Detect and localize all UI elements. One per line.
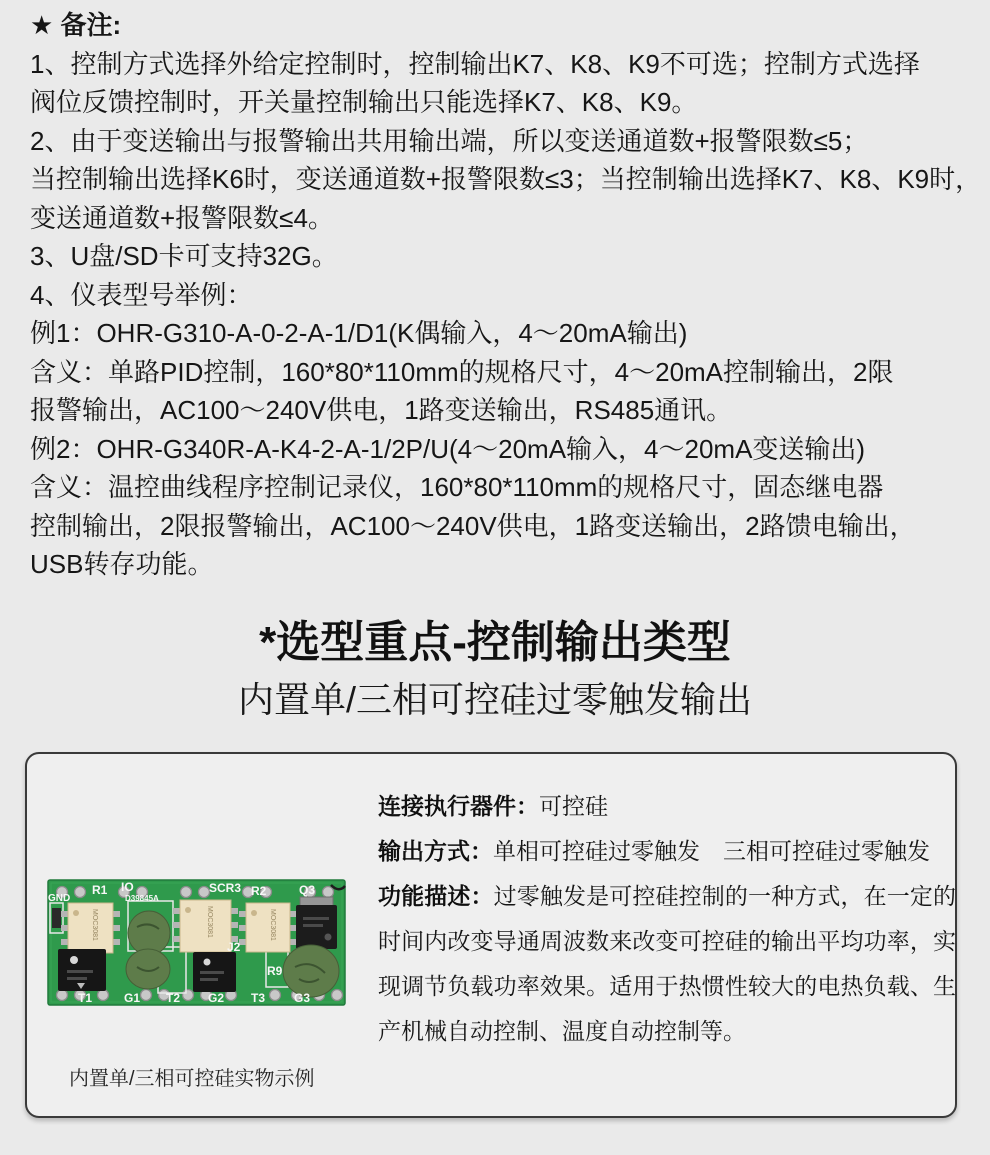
thyristor-output-panel [25, 752, 957, 1118]
label-g3: G3 [294, 990, 311, 1005]
spec-output-mode [378, 829, 956, 874]
label-code: D39845A [125, 893, 159, 903]
gnd-terminal [52, 908, 61, 928]
note-line: 2、由于变送输出与报警输出共用输出端，所以变送通道数+报警限数≤5； [30, 125, 869, 156]
section-subtitle: 内置单/三相可控硅过零触发输出 [237, 678, 752, 720]
note-line: 阀位反馈控制时，开关量控制输出只能选择K7、K8、K9。 [30, 87, 698, 117]
label-scr3: SCR3 [209, 880, 242, 895]
spec-function-desc-value: 过零触发是可控硅控制的一种方式，在一定的时间内改变导通周波数来改变可控硅的输出平均功率，实现调节负载功率效果。适用于热惯性较大的电热负载、生产机械自动控制、温度自动控制等。 [378, 882, 956, 1044]
note-line: 例1：OHR-G310-A-0-2-A-1/D1(K偶输入，4～20mA输出) [30, 318, 688, 348]
label-r2: R2 [251, 883, 267, 898]
label-t1: T1 [78, 990, 93, 1005]
label-t3: T3 [251, 990, 266, 1005]
note-line: 含义：单路PID控制，160*80*110mm的规格尺寸，4～20mA控制输出，2限 [30, 356, 894, 387]
triac-package-2 [193, 952, 236, 992]
pcb-caption: 内置单/三相可控硅实物示例 [69, 1067, 315, 1090]
note-line: 1、控制方式选择外给定控制时，控制输出K7、K8、K9不可选；控制方式选择 [30, 48, 920, 79]
note-line: 控制输出，2限报警输出，AC100～240V供电，1路变送输出，2路馈电输出， [30, 510, 916, 541]
notes-header: ★ 备注: [30, 10, 122, 40]
spec-list [378, 784, 956, 1054]
pcb-photo [47, 875, 347, 1011]
spec-function-desc [378, 874, 956, 1054]
note-line: 当控制输出选择K6时，变送通道数+报警限数≤3；当控制输出选择K7、K8、K9时， [30, 164, 982, 194]
note-line: 变送通道数+报警限数≤4。 [30, 202, 334, 233]
note-line: 3、U盘/SD卡可支持32G。 [30, 241, 338, 271]
label-gnd: GND [48, 892, 71, 904]
pcb-board-illustration [47, 875, 347, 1011]
label-g2: G2 [208, 990, 225, 1005]
label-j2: J2 [227, 939, 241, 954]
spec-output-mode-label: 输出方式： [378, 837, 493, 864]
label-r9: R9 [267, 963, 283, 978]
optocoupler-chip-1 [61, 903, 120, 953]
note-line: USB转存功能。 [30, 549, 214, 579]
note-line: 4、仪表型号举例： [30, 279, 253, 310]
transistor-package-q3 [296, 897, 337, 949]
spec-output-mode-value: 单相可控硅过零触发 三相可控硅过零触发 [493, 837, 930, 864]
spec-function-desc-label: 功能描述： [378, 882, 494, 909]
chip-part-number: MOC3081 [206, 905, 213, 938]
label-g1: G1 [124, 990, 141, 1005]
spec-actuator-label: 连接执行器件： [378, 792, 539, 819]
spec-actuator [378, 784, 956, 829]
section-title: *选型重点-控制输出类型 [259, 617, 731, 667]
label-r1: R1 [92, 882, 108, 897]
label-io: IO [121, 879, 134, 894]
chip-part-number: MOC3081 [91, 908, 98, 941]
label-q3: Q3 [299, 882, 316, 897]
spec-actuator-value: 可控硅 [539, 792, 608, 819]
chip-part-number: MOC3081 [269, 908, 276, 941]
triac-package-1 [58, 949, 106, 991]
label-t2: T2 [166, 990, 181, 1005]
note-line: 含义：温控曲线程序控制记录仪，160*80*110mm的规格尺寸，固态继电器 [30, 472, 884, 502]
note-line: 例2：OHR-G340R-A-K4-2-A-1/2P/U(4～20mA输入，4～20mA变送输出) [30, 433, 866, 464]
optocoupler-chip-3 [239, 903, 297, 952]
note-line: 报警输出，AC100～240V供电，1路变送输出，RS485通讯。 [30, 395, 733, 425]
